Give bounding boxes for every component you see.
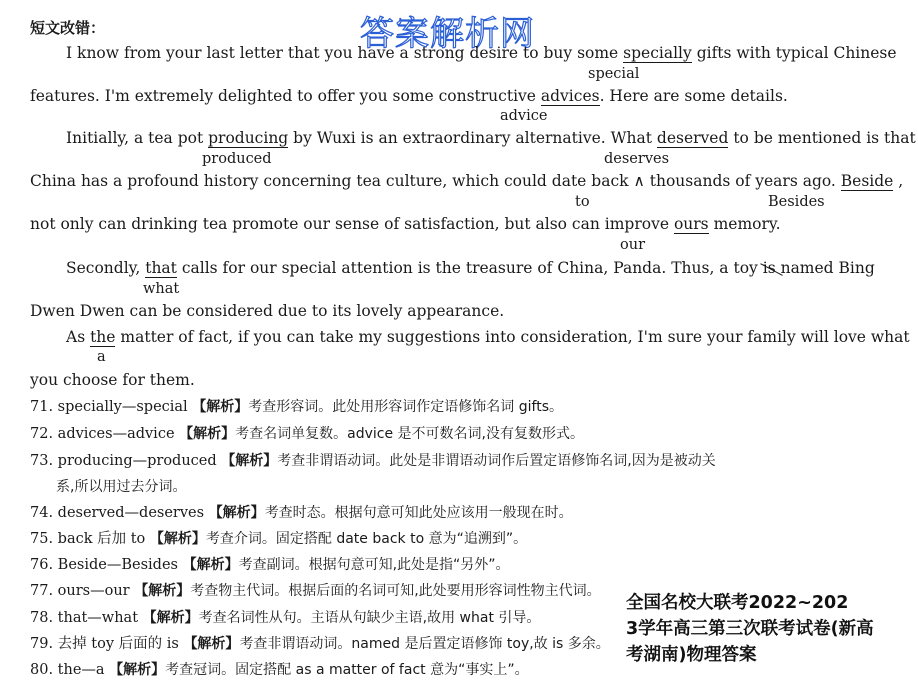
answer-80: 80. the—a 【解析】考查冠词。固定搭配 as a matter of fact 意为“事实上”。 — [30, 662, 529, 678]
insertion-caret: ∧ — [633, 172, 645, 190]
answer-73: 73. producing—produced 【解析】考查非谓语动词。此处是非谓语动词作后置定语修饰名词,因为是被动关 — [30, 453, 716, 469]
passage-line-2: features. I'm extremely delighted to offer you some constructive advices. Here are some details. — [30, 87, 788, 105]
correction-deserves: deserves — [604, 151, 670, 167]
deleted-is: is — [762, 259, 776, 277]
watermark-logo: 答案解析网 — [360, 14, 535, 54]
answer-77: 77. ours—our 【解析】考查物主代词。根据后面的名词可知,此处要用形容词性物主代词。 — [30, 583, 601, 599]
answer-74: 74. deserved—deserves 【解析】考查时态。根据句意可知此处应该用一般现在时。 — [30, 505, 573, 521]
error-beside: Beside — [840, 172, 894, 190]
overlay-caption: 全国名校大联考2022~202 3学年高三第三次联考试卷(新高 考湖南)物理答案 — [626, 593, 874, 665]
correction-a: a — [97, 349, 106, 365]
error-the: the — [90, 328, 116, 346]
correction-besides: Besides — [768, 194, 825, 210]
correction-to: to — [575, 194, 590, 210]
answer-73-continued: 系,所以用过去分词。 — [56, 479, 187, 495]
passage-line-3: Initially, a tea pot producing by Wuxi is an extraordinary alternative. What deserved to be mentioned is that — [66, 129, 916, 147]
answer-78: 78. that—what 【解析】考查名词性从句。主语从句缺少主语,故用 what 引导。 — [30, 610, 541, 626]
passage-line-5: not only can drinking tea promote our sense of satisfaction, but also can improve ours memory. — [30, 215, 781, 233]
error-deserved: deserved — [656, 129, 729, 147]
passage-line-8: As the matter of fact, if you can take my suggestions into consideration, I'm sure your family will love what — [66, 328, 910, 346]
answer-71: 71. specially—special 【解析】考查形容词。此处用形容词作定语修饰名词 gifts。 — [30, 399, 563, 415]
error-specially: specially — [623, 44, 692, 62]
section-heading: 短文改错： — [30, 19, 106, 37]
error-that: that — [145, 259, 177, 277]
answer-75: 75. back 后加 to 【解析】考查介词。固定搭配 date back to 意为“追溯到”。 — [30, 531, 528, 547]
answer-72: 72. advices—advice 【解析】考查名词单复数。advice 是不可数名词,没有复数形式。 — [30, 426, 584, 442]
passage-line-6: Secondly, that calls for our special attention is the treasure of China, Panda. Thus, a toy is named Bing — [66, 259, 875, 277]
passage-line-7: Dwen Dwen can be considered due to its lovely appearance. — [30, 302, 505, 320]
answer-79: 79. 去掉 toy 后面的 is 【解析】考查非谓语动词。named 是后置定语修饰 toy,故 is 多余。 — [30, 636, 610, 652]
correction-produced: produced — [202, 151, 272, 167]
correction-our: our — [620, 237, 645, 253]
correction-advice: advice — [500, 108, 548, 124]
passage-line-1: I know from your last letter that you have a strong desire to buy some specially gifts with typical Chinese — [66, 44, 897, 62]
error-producing: producing — [208, 129, 289, 147]
error-ours: ours — [673, 215, 709, 233]
correction-special: special — [588, 66, 640, 82]
error-advices: advices — [540, 87, 600, 105]
correction-what: what — [143, 281, 180, 297]
answer-76: 76. Beside—Besides 【解析】考查副词。根据句意可知,此处是指“另外”。 — [30, 557, 510, 573]
passage-line-9: you choose for them. — [30, 371, 195, 389]
passage-line-4: China has a profound history concerning tea culture, which could date back ∧ thousands of years ago. Beside , — [30, 172, 904, 190]
